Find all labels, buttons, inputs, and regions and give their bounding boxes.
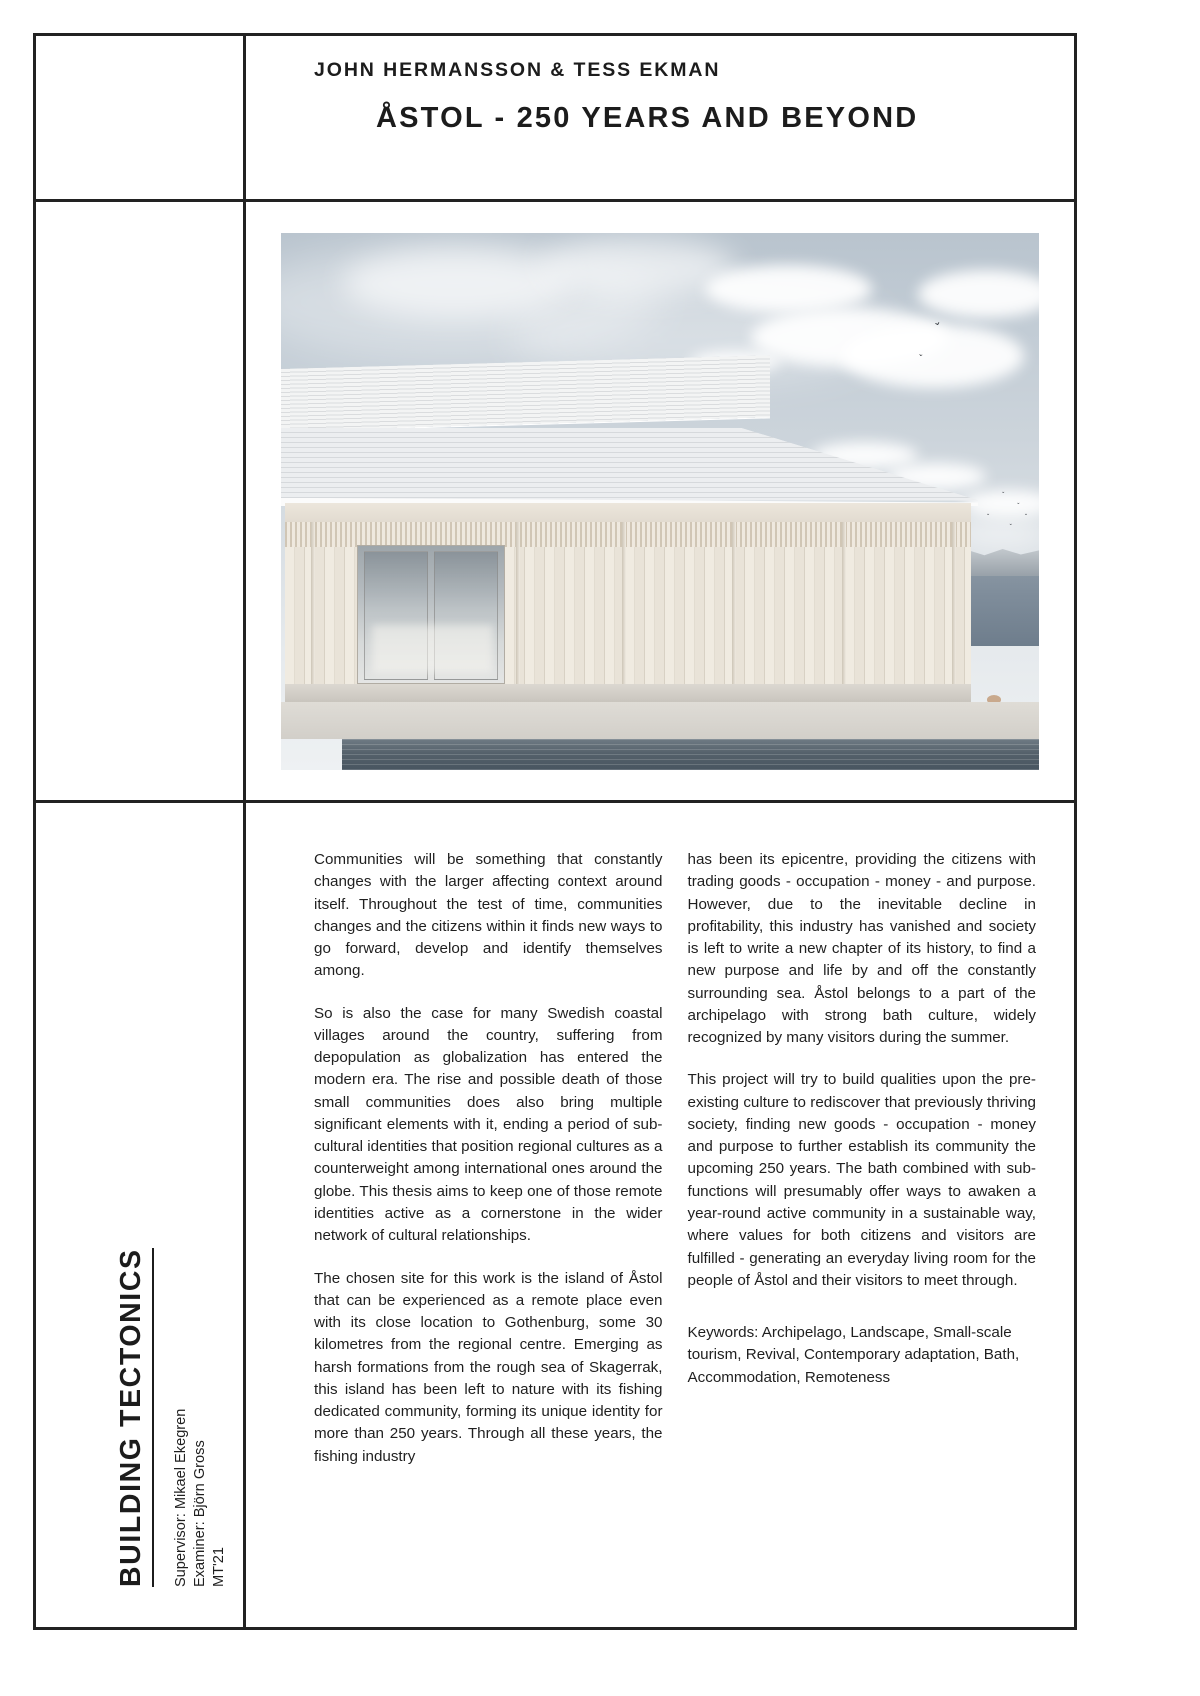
facade-mullion	[842, 522, 846, 683]
stone-deck	[281, 702, 1039, 740]
poster-sheet	[33, 33, 1077, 1630]
paragraph: Communities will be something that constantly changes with the larger affecting context around itself. Throughout the test of time, communities changes and the citizens within it finds new ways to go forward, develop and identify themselves among.	[314, 851, 663, 980]
architectural-render	[281, 233, 1039, 770]
bird-icon: ⌄	[917, 349, 925, 359]
paragraph: The chosen site for this work is the island of Åstol that can be experienced as a remote place even with its close location to Gothenburg, some 30 kilometres from the regional centre. Emerging as harsh formations from the rough sea of Skagerrak, this island has been left to nature with its fishing dedicated community, forming its unique identity for more than 250 years. Through all these years, the fishing industry	[314, 1269, 663, 1465]
bird-icon: ⌄	[1023, 510, 1029, 517]
bird-icon: ⌄	[931, 316, 943, 330]
abstract-left-column	[314, 849, 663, 1627]
interior-light	[372, 625, 493, 673]
keywords-line: Keywords: Archipelago, Landscape, Small-scale tourism, Revival, Contemporary adaptation, Bath, Accommodation, Remoteness	[687, 1324, 1020, 1386]
abstract-right-column	[688, 849, 1037, 1627]
examiner-label: Examiner: Björn Gross	[191, 1440, 208, 1587]
supervisor-label: Supervisor: Mikael Ekegren	[172, 1408, 189, 1587]
slatted-clerestory	[285, 522, 971, 547]
bird-icon: ⌄	[985, 510, 991, 517]
facade-mullion	[952, 522, 956, 683]
facade-mullion	[622, 522, 626, 683]
concrete-plinth	[285, 684, 971, 702]
pool-water	[342, 739, 1039, 769]
abstract-text-block	[246, 803, 1074, 1627]
paragraph: has been its epicentre, providing the citizens with trading goods - occupation - money - and purpose. However, due to the inevitable decline in profitability, this industry has vanished and society is left to write a new chapter of its history, to find a new purpose and life by and off the constantly surrounding sea. Åstol belongs to a part of the archipelago with strong bath culture, widely recognized by many visitors during the summer.	[687, 851, 1036, 1047]
facade-mullion	[311, 522, 315, 683]
page-title: ÅSTOL - 250 YEARS AND BEYOND	[376, 102, 919, 134]
bird-icon: ⌄	[1008, 521, 1013, 528]
facade-mullion	[732, 522, 736, 683]
cloud	[842, 324, 1024, 388]
term-label: MT'21	[210, 1546, 227, 1587]
facade-mullion	[516, 522, 520, 683]
sidebar-label-strip	[36, 803, 243, 1627]
bird-icon: ⌄	[1001, 489, 1006, 496]
cloud	[705, 265, 872, 313]
paragraph: This project will try to build qualities upon the pre-existing culture to rediscover that previously thriving society, finding new goods - occupation - money and purpose to further establish its community the upcoming 250 years. The bath combined with sub-functions will presumably offer ways to awaken a year-round active community in a sustainable way, where values for both citizens and visitors are fulfilled - generating an everyday living room for the people of Åstol and their visitors to meet through.	[687, 1071, 1036, 1289]
title-block	[246, 36, 1074, 199]
cloud	[342, 249, 569, 319]
course-label: BUILDING TECTONICS	[115, 1248, 154, 1587]
facade-header-band	[285, 503, 971, 523]
image-block	[246, 202, 1074, 800]
water-ripples	[342, 739, 1039, 769]
authors-line: JOHN HERMANSSON & TESS EKMAN	[314, 59, 721, 81]
bird-icon: ⌄	[1016, 500, 1021, 506]
paragraph: So is also the case for many Swedish coastal villages around the country, suffering from depopulation as globalization has entered the modern era. The rise and possible death of those small communities does also bring multiple significant elements with it, ending a period of sub-cultural identities that position regional cultures as a counterweight among international ones around the globe. This thesis aims to keep one of those remote identities active as a cornerstone in the wider network of cultural relationships.	[314, 1004, 663, 1245]
